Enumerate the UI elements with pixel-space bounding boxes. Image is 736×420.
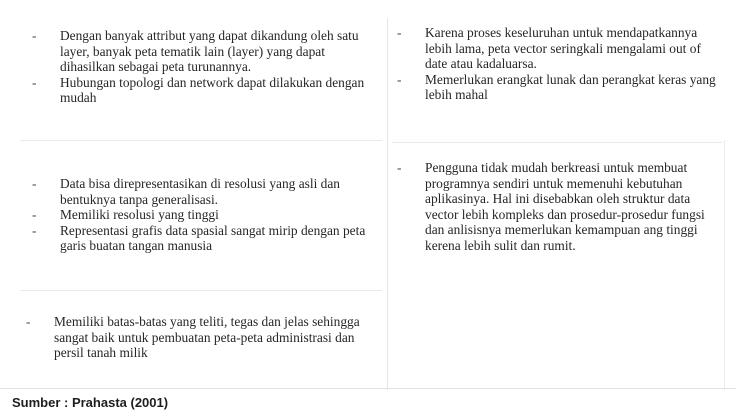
list-item bbox=[397, 72, 722, 103]
disadvantage-group-2 bbox=[397, 160, 722, 254]
bullet: - bbox=[32, 222, 37, 238]
list-item bbox=[32, 207, 377, 223]
table-bottom-border bbox=[0, 388, 736, 389]
list-item-text: Karena proses keseluruhan untuk mendapatkannya lebih lama, peta vector seringkali mengalami out of date atau kadaluarsa. bbox=[425, 25, 701, 72]
row-separator bbox=[392, 142, 722, 143]
bullet: - bbox=[397, 71, 402, 87]
advantage-group-2 bbox=[32, 176, 377, 254]
list-item bbox=[26, 314, 371, 361]
list-item bbox=[32, 75, 377, 106]
bullet: - bbox=[32, 207, 37, 223]
list-item-text: Memiliki resolusi yang tinggi bbox=[60, 207, 219, 223]
list-item-text: Memerlukan erangkat lunak dan perangkat keras yang lebih mahal bbox=[425, 71, 716, 103]
row-separator bbox=[20, 290, 382, 291]
bullet: - bbox=[26, 314, 31, 329]
bullet: - bbox=[397, 25, 402, 40]
bullet: - bbox=[397, 160, 402, 175]
bullet: - bbox=[32, 176, 37, 191]
list-item-text: Pengguna tidak mudah berkreasi untuk membuat programnya sendiri untuk memenuhi kebutuhan aplikasinya. Hal ini disebabkan oleh struktur data vector lebih kompleks dan prosedur-prosedur fungsi dan anlisisnya memerlukan kemampuan ang tinggi kerena lebih sulit dan rumit. bbox=[425, 160, 705, 253]
list-item bbox=[397, 160, 722, 254]
column-divider bbox=[387, 18, 388, 390]
list-item-text: Dengan banyak attribut yang dapat dikandung oleh satu layer, banyak peta tematik lain (layer) yang dapat dihasilkan sebagai peta turunannya. bbox=[60, 28, 359, 75]
advantage-group-1 bbox=[32, 28, 377, 106]
list-item-text: Data bisa direpresentasikan di resolusi yang asli dan bentuknya tanpa generalisasi. bbox=[60, 176, 341, 207]
list-item bbox=[32, 176, 377, 207]
list-item bbox=[32, 223, 377, 254]
disadvantage-group-1 bbox=[397, 25, 722, 103]
list-item-text: Memiliki batas-batas yang teliti, tegas dan jelas sehingga sangat baik untuk pembuatan peta-peta administrasi dan persil tanah milik bbox=[54, 314, 360, 361]
bullet: - bbox=[32, 74, 37, 90]
advantage-group-3 bbox=[26, 314, 371, 361]
list-item bbox=[32, 28, 377, 75]
source-citation: Sumber : Prahasta (2001) bbox=[12, 395, 169, 410]
list-item-text: Hubungan topologi dan network dapat dilakukan dengan mudah bbox=[60, 74, 365, 106]
list-item-text: Representasi grafis data spasial sangat mirip dengan peta garis buatan tangan manusia bbox=[60, 222, 366, 254]
bullet: - bbox=[32, 28, 37, 43]
list-item bbox=[397, 25, 722, 72]
row-separator bbox=[20, 140, 382, 141]
table-right-border bbox=[724, 140, 725, 390]
